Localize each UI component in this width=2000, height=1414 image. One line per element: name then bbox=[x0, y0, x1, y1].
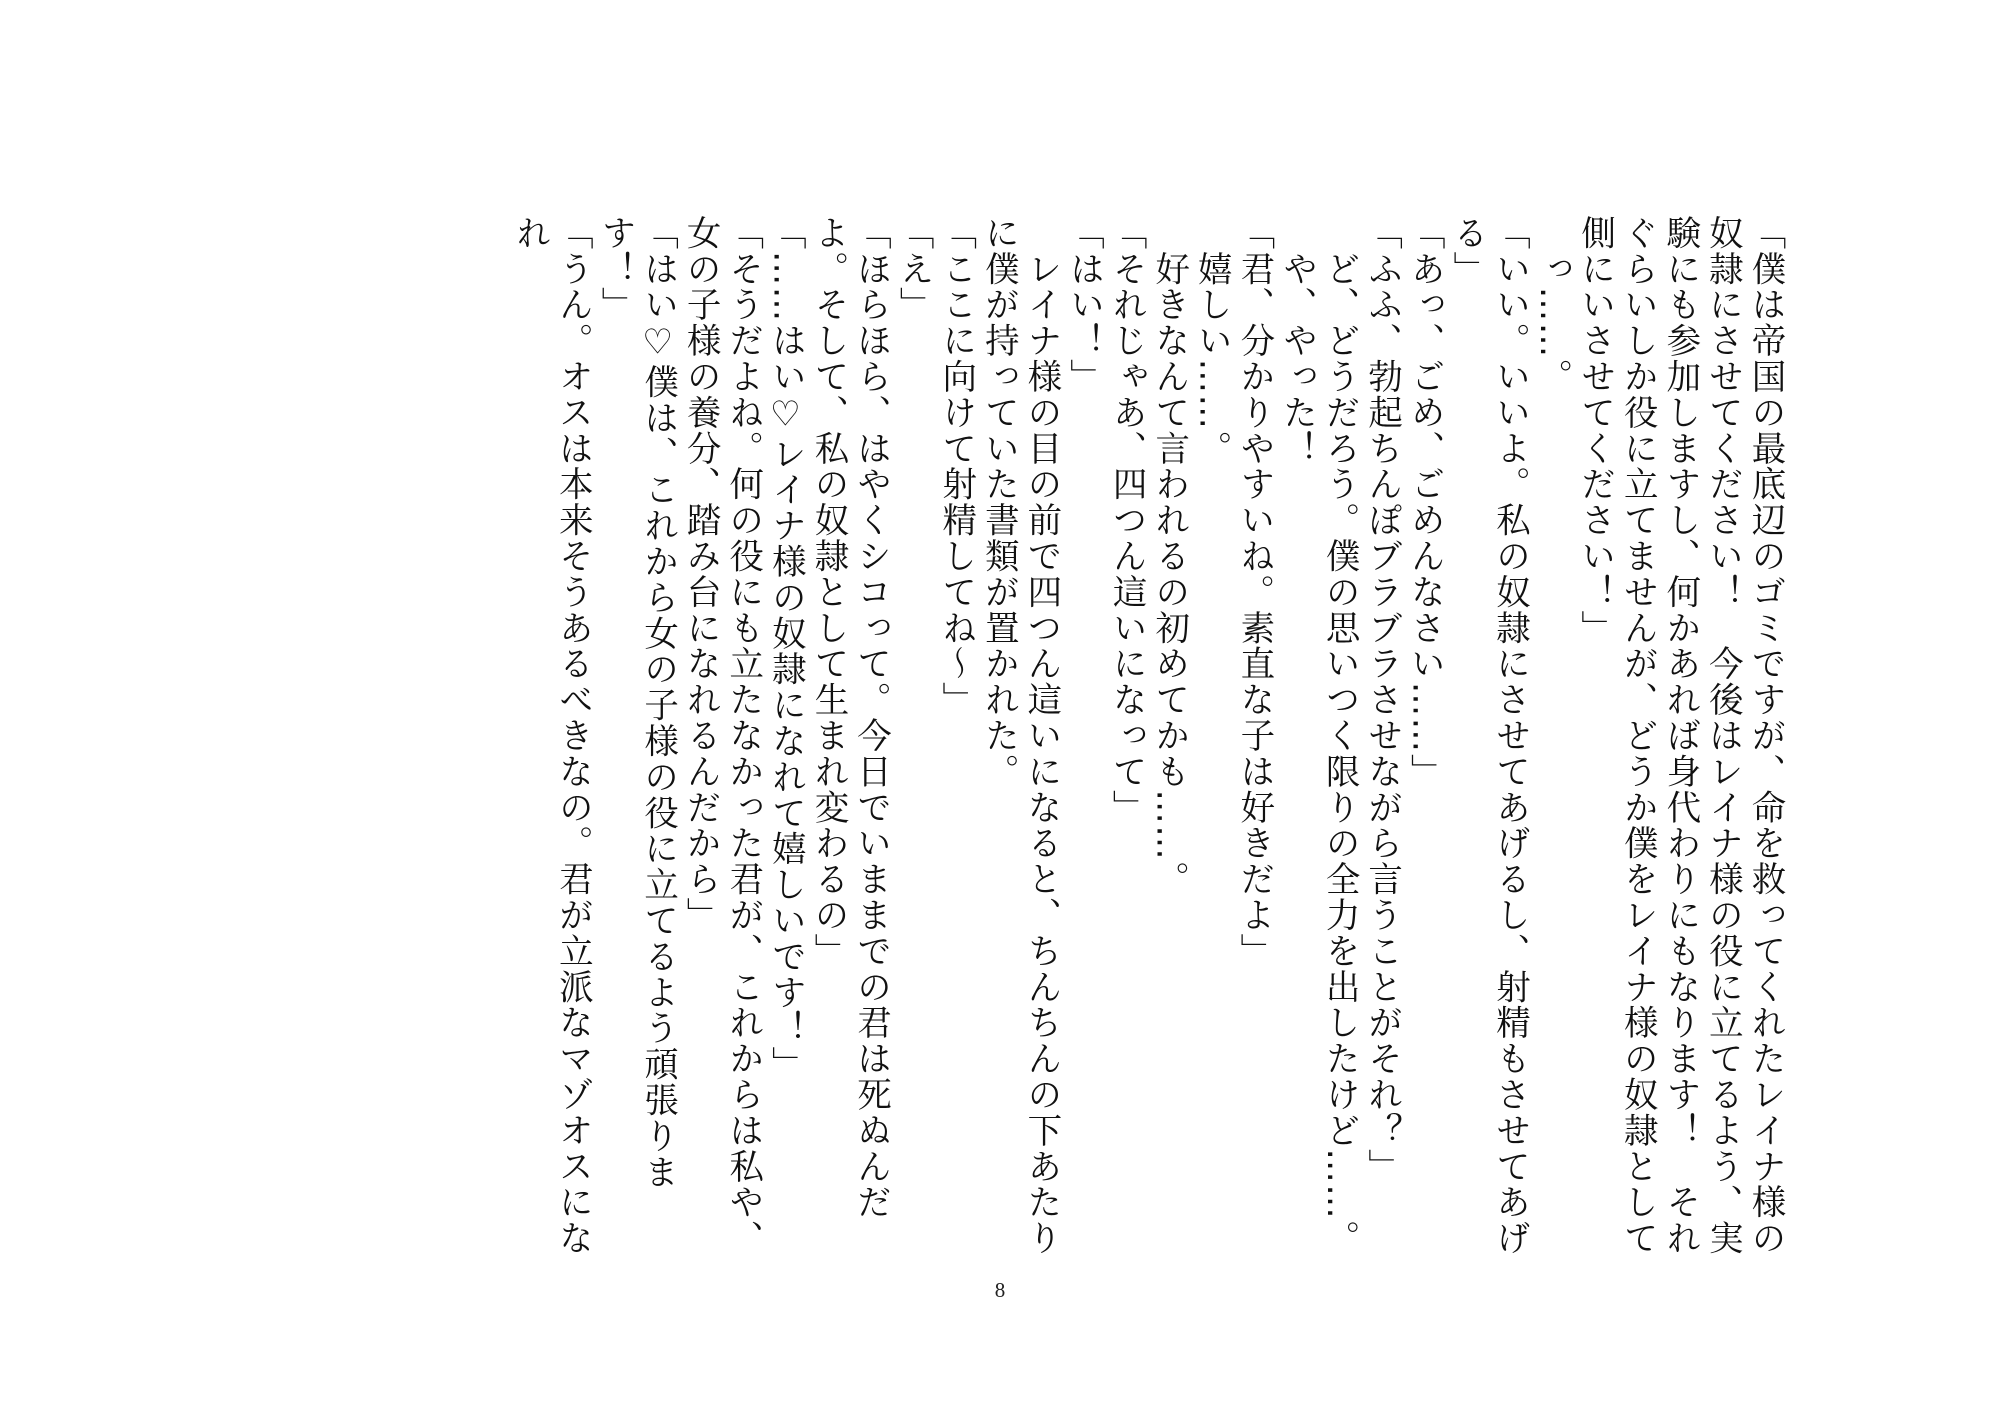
paragraph: 「はい！」 bbox=[1063, 215, 1104, 395]
paragraph: 「君、分かりやすいね。素直な子は好きだよ」 bbox=[1233, 215, 1274, 969]
paragraph: 「ほらほら、はやくシコって。今日でいままでの君は死ぬんだよ。そして、私の奴隷として生まれ変わるの」 bbox=[807, 215, 891, 1221]
paragraph: や、やった！ bbox=[1276, 215, 1317, 467]
vertical-body-text bbox=[212, 215, 1786, 1265]
paragraph: 「あっ、ごめ、ごめんなさい……」 bbox=[1404, 215, 1445, 790]
paragraph: 「僕は帝国の最底辺のゴミですが、命を救ってくれたレイナ様の奴隷にさせてください！ 今後はレイナ様の役に立てるよう、実験にも参加しますし、何かあれば身代わりにもなります！ それぐらいしか役に立てませんが、どうか僕をレイナ様の奴隷として側にいさせてください！」 bbox=[1574, 215, 1785, 1257]
paragraph: レイナ様の目の前で四つん這いになると、ちんちんの下あたりに僕が持っていた書類が置かれた。 bbox=[978, 215, 1061, 1257]
paragraph: ど、どうだろう。僕の思いつく限りの全力を出したけど……。 bbox=[1319, 215, 1360, 1257]
paragraph: 「はい♡僕は、これから女の子様の役に立てるよう頑張ります！」 bbox=[594, 215, 678, 1190]
page-number: 8 bbox=[994, 1278, 1006, 1302]
paragraph: 「……はい♡レイナ様の奴隷になれて嬉しいです！」 bbox=[765, 215, 806, 1083]
paragraph: 「それじゃあ、四つん這いになって」 bbox=[1106, 215, 1147, 826]
paragraph: 好きなんて言われるの初めてかも……。 bbox=[1148, 215, 1189, 898]
paragraph: 「うん。オスは本来そうあるべきなの。君が立派なマゾオスになれ bbox=[509, 215, 593, 1257]
paragraph: っ……。 bbox=[1532, 215, 1573, 395]
paragraph: 「ここに向けて射精してね〜」 bbox=[935, 215, 976, 718]
paragraph: 「え」 bbox=[893, 215, 934, 323]
paragraph: 「いい。いいよ。私の奴隷にさせてあげるし、射精もさせてあげる」 bbox=[1446, 215, 1530, 1257]
paragraph: 「ふふ、勃起ちんぽブラブラさせながら言うことがそれ？」 bbox=[1361, 215, 1402, 1185]
paragraph: 嬉しい……。 bbox=[1191, 215, 1232, 467]
paragraph: 「そうだよね。何の役にも立たなかった君が、これからは私や、女の子様の養分、踏み台になれるんだから」 bbox=[680, 215, 763, 1257]
